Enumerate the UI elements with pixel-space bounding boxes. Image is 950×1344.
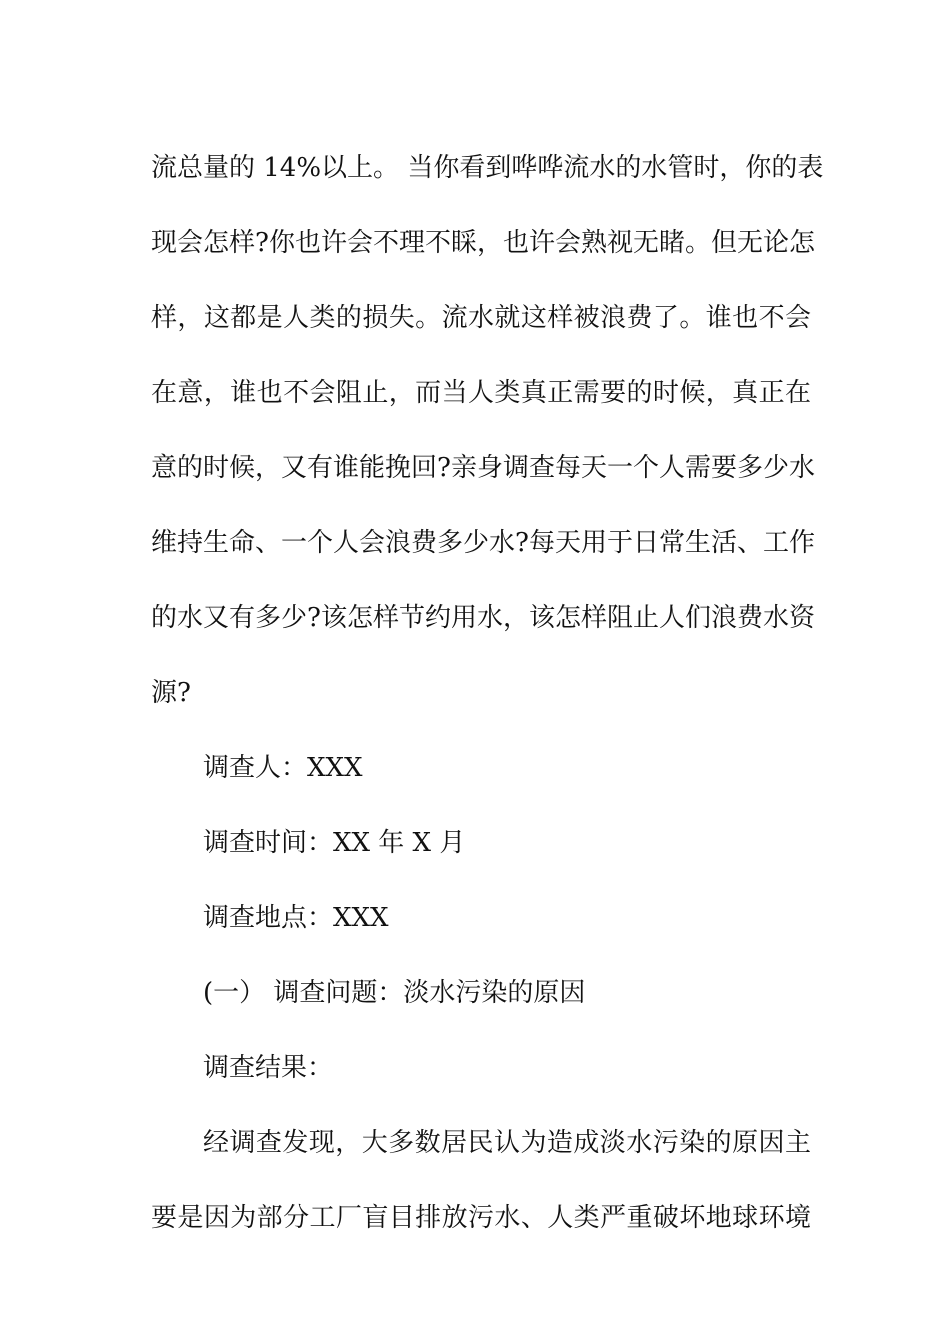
paragraph-line-2: 现会怎样?你也许会不理不睬，也许会熟视无睹。但无论怎 <box>151 228 815 258</box>
paragraph-line-4: 在意，谁也不会阻止，而当人类真正需要的时候，真正在 <box>151 378 811 408</box>
survey-location-line: 调查地点：XXX <box>203 903 389 933</box>
result-line-2: 要是因为部分工厂盲目排放污水、人类严重破坏地球环境 <box>151 1203 811 1233</box>
result-line-1: 经调查发现，大多数居民认为造成淡水污染的原因主 <box>203 1128 811 1158</box>
paragraph-line-7: 的水又有多少?该怎样节约用水，该怎样阻止人们浪费水资 <box>151 603 815 633</box>
paragraph-line-3: 样，这都是人类的损失。流水就这样被浪费了。谁也不会 <box>151 303 811 333</box>
survey-time-line: 调查时间：XX 年 X 月 <box>203 828 466 858</box>
document-body <box>151 131 824 1256</box>
paragraph-line-8: 源? <box>151 678 191 708</box>
paragraph-line-5: 意的时候，又有谁能挽回?亲身调查每天一个人需要多少水 <box>151 453 815 483</box>
paragraph-line-6: 维持生命、一个人会浪费多少水?每天用于日常生活、工作 <box>151 528 815 558</box>
investigator-line: 调查人：XXX <box>203 753 363 783</box>
result-label: 调查结果： <box>203 1053 334 1083</box>
question-heading: (一） 调查问题：淡水污染的原因 <box>203 978 586 1008</box>
paragraph-line-1: 流总量的 14%以上。 当你看到哗哗流水的水管时，你的表 <box>151 153 824 183</box>
